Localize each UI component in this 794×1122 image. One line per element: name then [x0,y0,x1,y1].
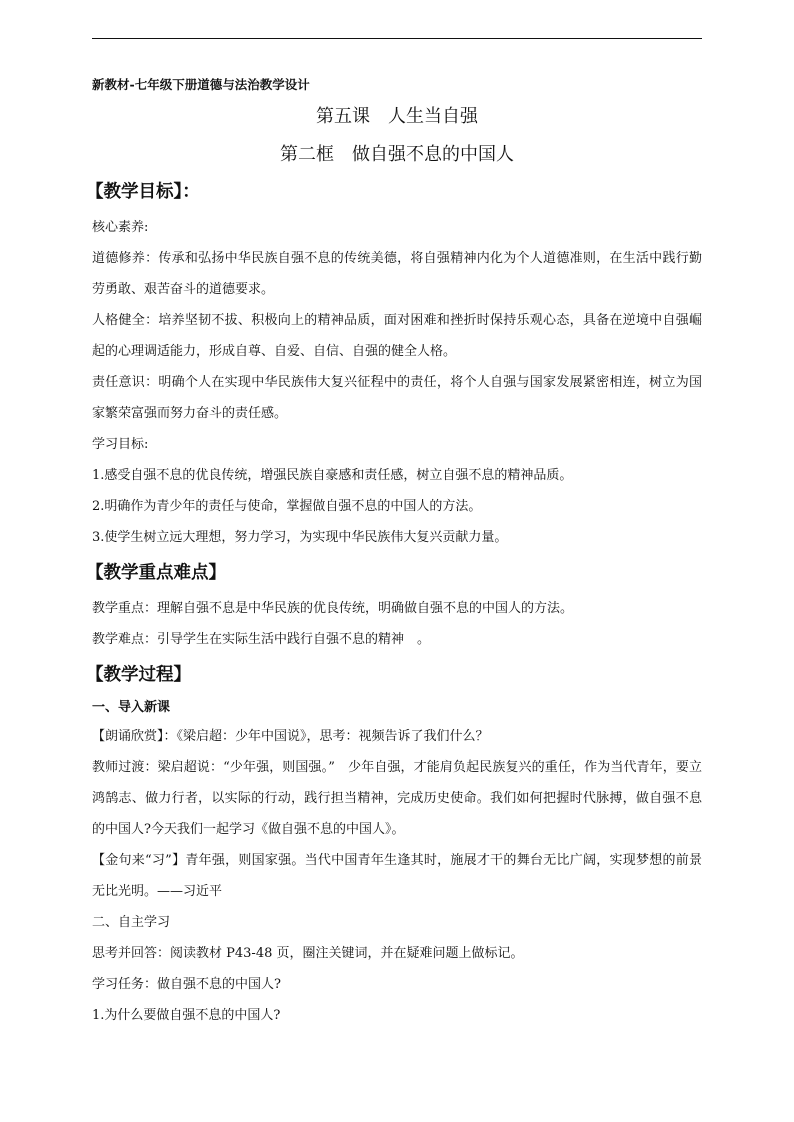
key-points-section [86,559,702,655]
learning-goal-1: 1.感受自强不息的优良传统，增强民族自豪感和责任感，树立自强不息的精神品质。 [92,468,573,483]
golden-quote-text: 【金句来“习”】青年强，则国家强。当代中国青年生逢其时，施展才干的舞台无比广阔，实现梦想的前景无比光明。——习近平 [92,853,702,899]
recitation-text: 【朗诵欣赏】：《梁启超：少年中国说》，思考：视频告诉了我们什么？ [92,729,489,744]
part2-title: 二、自主学习 [92,915,171,930]
responsibility-text: 责任意识：明确个人在实现中华民族伟大复兴征程中的责任，将个人自强与国家发展紧密相连，树立为国家繁荣富强而努力奋斗的责任感。 [92,375,702,421]
learning-goal-3: 3.使学生树立远大理想，努力学习，为实现中华民族伟大复兴贡献力量。 [92,530,508,545]
moral-cultivation-text: 道德修养：传承和弘扬中华民族自强不息的传统美德，将自强精神内化为个人道德准则，在生活中践行勤劳勇敢、艰苦奋斗的道德要求。 [92,251,702,297]
learning-task-text: 学习任务：做自强不息的中国人? [92,977,281,992]
key-points-heading: 【教学重点难点】 [86,563,226,583]
think-answer-text: 思考并回答：阅读教材 P43-48 页，圈注关键词，并在疑难问题上做标记。 [92,946,524,961]
objectives-heading: 【教学目标】： [86,182,200,202]
header-rule [92,38,702,39]
learning-goal-2: 2.明确作为青少年的责任与使命，掌握做自强不息的中国人的方法。 [92,499,482,514]
lesson-title: 第五课 人生当自强 [316,106,478,127]
teaching-difficulty-text: 教学难点：引导学生在实际生活中践行自强不息的精神 。 [92,632,431,647]
process-heading: 【教学过程】 [86,665,191,685]
section-title: 第二框 做自强不息的中国人 [280,144,514,165]
document-body [86,74,702,1031]
question-1-text: 1.为什么要做自强不息的中国人? [92,1008,281,1023]
document-header: 新教材-七年级下册道德与法治教学设计 [92,77,310,92]
sound-personality-text: 人格健全：培养坚韧不拔、积极向上的精神品质，面对困难和挫折时保持乐观心态，具备在逆境中自强崛起的心理调适能力，形成自尊、自爱、自信、自强的健全人格。 [92,313,702,359]
part1-title: 一、导入新课 [92,700,171,715]
process-section [86,661,702,1031]
learning-goals-label: 学习目标: [92,437,149,452]
teaching-focus-text: 教学重点：理解自强不息是中华民族的优良传统，明确做自强不息的中国人的方法。 [92,601,574,616]
objectives-section [86,178,702,553]
core-literacy-label: 核心素养: [92,220,149,235]
teacher-transition-text: 教师过渡：梁启超说：“少年强，则国强。” 少年自强，才能肩负起民族复兴的重任，作为当代青年，要立鸿鹄志、做力行者，以实际的行动，践行担当精神，完成历史使命。我们如何把握时代脉搏，做自强不息的中国人?今天我们一起学习《做自强不息的中国人》。 [92,760,702,837]
